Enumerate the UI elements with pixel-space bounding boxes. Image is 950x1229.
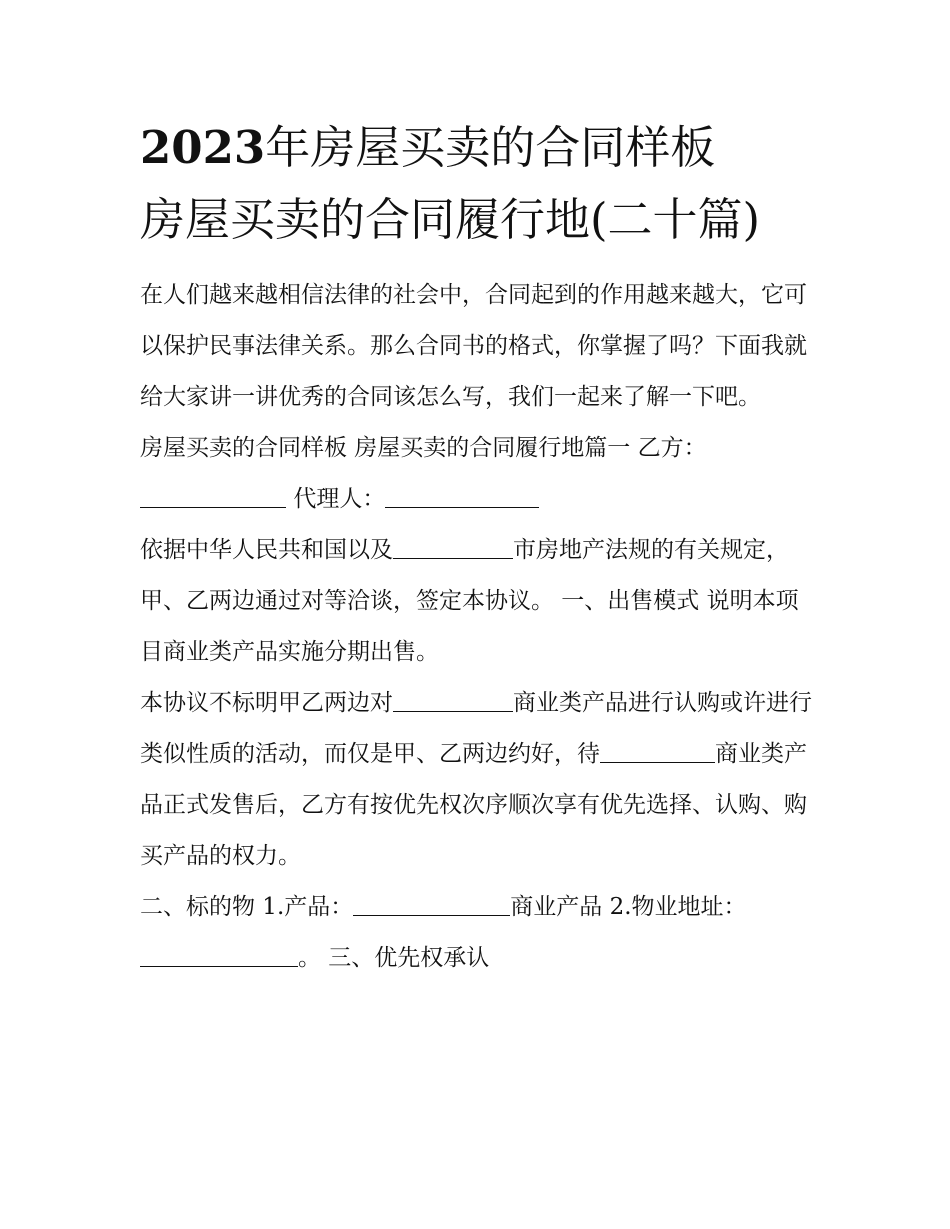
blank-city bbox=[393, 534, 513, 559]
blank-party-b bbox=[140, 483, 286, 508]
paragraph-heading-party-b: 房屋买卖的合同样板 房屋买卖的合同履行地篇一 乙方： bbox=[140, 435, 707, 461]
blank-product-1 bbox=[393, 687, 513, 712]
document-title bbox=[140, 112, 780, 256]
legal-basis-text-b: 市房地产法规的有关规定，甲、乙两边通过对等洽谈，签定本协议。 一、出售模式 说明本项目商业类产品实施分期出售。 bbox=[140, 537, 799, 665]
agreement-text-c: 商业类产品正式发售后，乙方有按优先权次序顺次享有优先选择、认购、购买产品的权力。 bbox=[140, 741, 807, 869]
subject-text-a: 二、标的物 1.产品： bbox=[140, 894, 354, 920]
paragraph-legal-basis bbox=[140, 525, 820, 678]
blank-address bbox=[140, 942, 298, 967]
paragraph-agent bbox=[140, 474, 820, 525]
subject-text-b: 商业产品 2.物业地址： bbox=[510, 894, 747, 920]
title-line1: 年房屋买卖的合同样板 bbox=[265, 121, 716, 174]
title-year: 2023 bbox=[140, 121, 266, 174]
blank-product-name bbox=[353, 891, 510, 916]
blank-agent bbox=[385, 483, 539, 508]
paragraph-subject bbox=[140, 882, 820, 933]
paragraph-address bbox=[140, 933, 820, 984]
legal-basis-text-a: 依据中华人民共和国以及 bbox=[140, 537, 393, 563]
agreement-text-b: 商业类产品进行认购或许进行类似性质的活动，而仅是甲、乙两边约好，待 bbox=[140, 690, 812, 767]
paragraph-agreement bbox=[140, 678, 820, 882]
agreement-text-a: 本协议不标明甲乙两边对 bbox=[140, 690, 393, 716]
address-text: 。 三、优先权承认 bbox=[298, 945, 490, 971]
agent-label: 代理人： bbox=[293, 486, 386, 512]
document-page bbox=[140, 112, 820, 984]
intro-paragraph: 在人们越来越相信法律的社会中，合同起到的作用越来越大，它可以保护民事法律关系。那么合同书的格式，你掌握了吗？下面我就给大家讲一讲优秀的合同该怎么写，我们一起来了解一下吧。 bbox=[140, 282, 807, 410]
blank-product-2 bbox=[600, 738, 715, 763]
title-line2: 房屋买卖的合同履行地(二十篇) bbox=[140, 193, 761, 246]
